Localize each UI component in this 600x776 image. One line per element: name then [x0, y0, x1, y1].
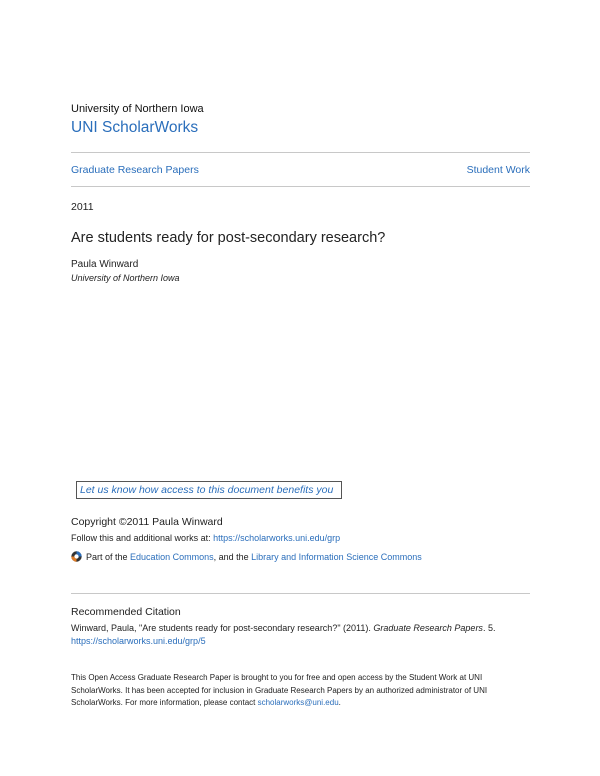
- citation-prefix: Winward, Paula, "Are students ready for post-secondary research?" (2011).: [71, 623, 374, 633]
- benefit-feedback-link[interactable]: Let us know how access to this document benefits you: [76, 481, 342, 499]
- publication-year: 2011: [71, 201, 94, 213]
- citation-url-link[interactable]: https://scholarworks.uni.edu/grp/5: [71, 636, 206, 646]
- collection-link[interactable]: Graduate Research Papers: [71, 164, 199, 176]
- education-commons-link[interactable]: Education Commons: [130, 551, 214, 562]
- divider-citation: [71, 593, 530, 594]
- access-notice-text: This Open Access Graduate Research Paper is brought to you for free and open access by the Student Work at UNI ScholarWorks. It has been accepted for inclusion in Graduate Research Papers by an authorized administrator of UNI ScholarWorks. For more information, please contact: [71, 673, 488, 707]
- follow-prefix: Follow this and additional works at:: [71, 533, 214, 543]
- parent-collection-link[interactable]: Student Work: [466, 164, 530, 176]
- access-notice-end: .: [338, 698, 341, 707]
- contact-email-link[interactable]: scholarworks@uni.edu: [257, 698, 339, 707]
- part-of-line: [71, 551, 422, 562]
- library-science-commons-link[interactable]: Library and Information Science Commons: [251, 551, 422, 562]
- citation-text: [71, 622, 530, 648]
- repository-link[interactable]: UNI ScholarWorks: [71, 119, 199, 136]
- paper-title: Are students ready for post-secondary research?: [71, 230, 386, 246]
- citation-heading: Recommended Citation: [71, 606, 181, 618]
- follow-url-link[interactable]: https://scholarworks.uni.edu/grp: [213, 533, 341, 543]
- part-of-middle: , and the: [213, 551, 249, 562]
- author-name: Paula Winward: [71, 259, 139, 270]
- author-affiliation: University of Northern Iowa: [71, 273, 180, 283]
- network-commons-icon: [71, 551, 82, 562]
- divider-nav: [71, 186, 530, 187]
- cover-page: [71, 0, 530, 776]
- citation-series: Graduate Research Papers: [373, 623, 483, 633]
- divider-top: [71, 152, 530, 153]
- copyright-statement: Copyright ©2011 Paula Winward: [71, 516, 223, 528]
- access-notice: [71, 672, 530, 710]
- part-of-prefix: Part of the: [86, 551, 128, 562]
- follow-line: [71, 533, 340, 543]
- institution-name: University of Northern Iowa: [71, 103, 204, 115]
- citation-suffix: . 5.: [482, 623, 496, 633]
